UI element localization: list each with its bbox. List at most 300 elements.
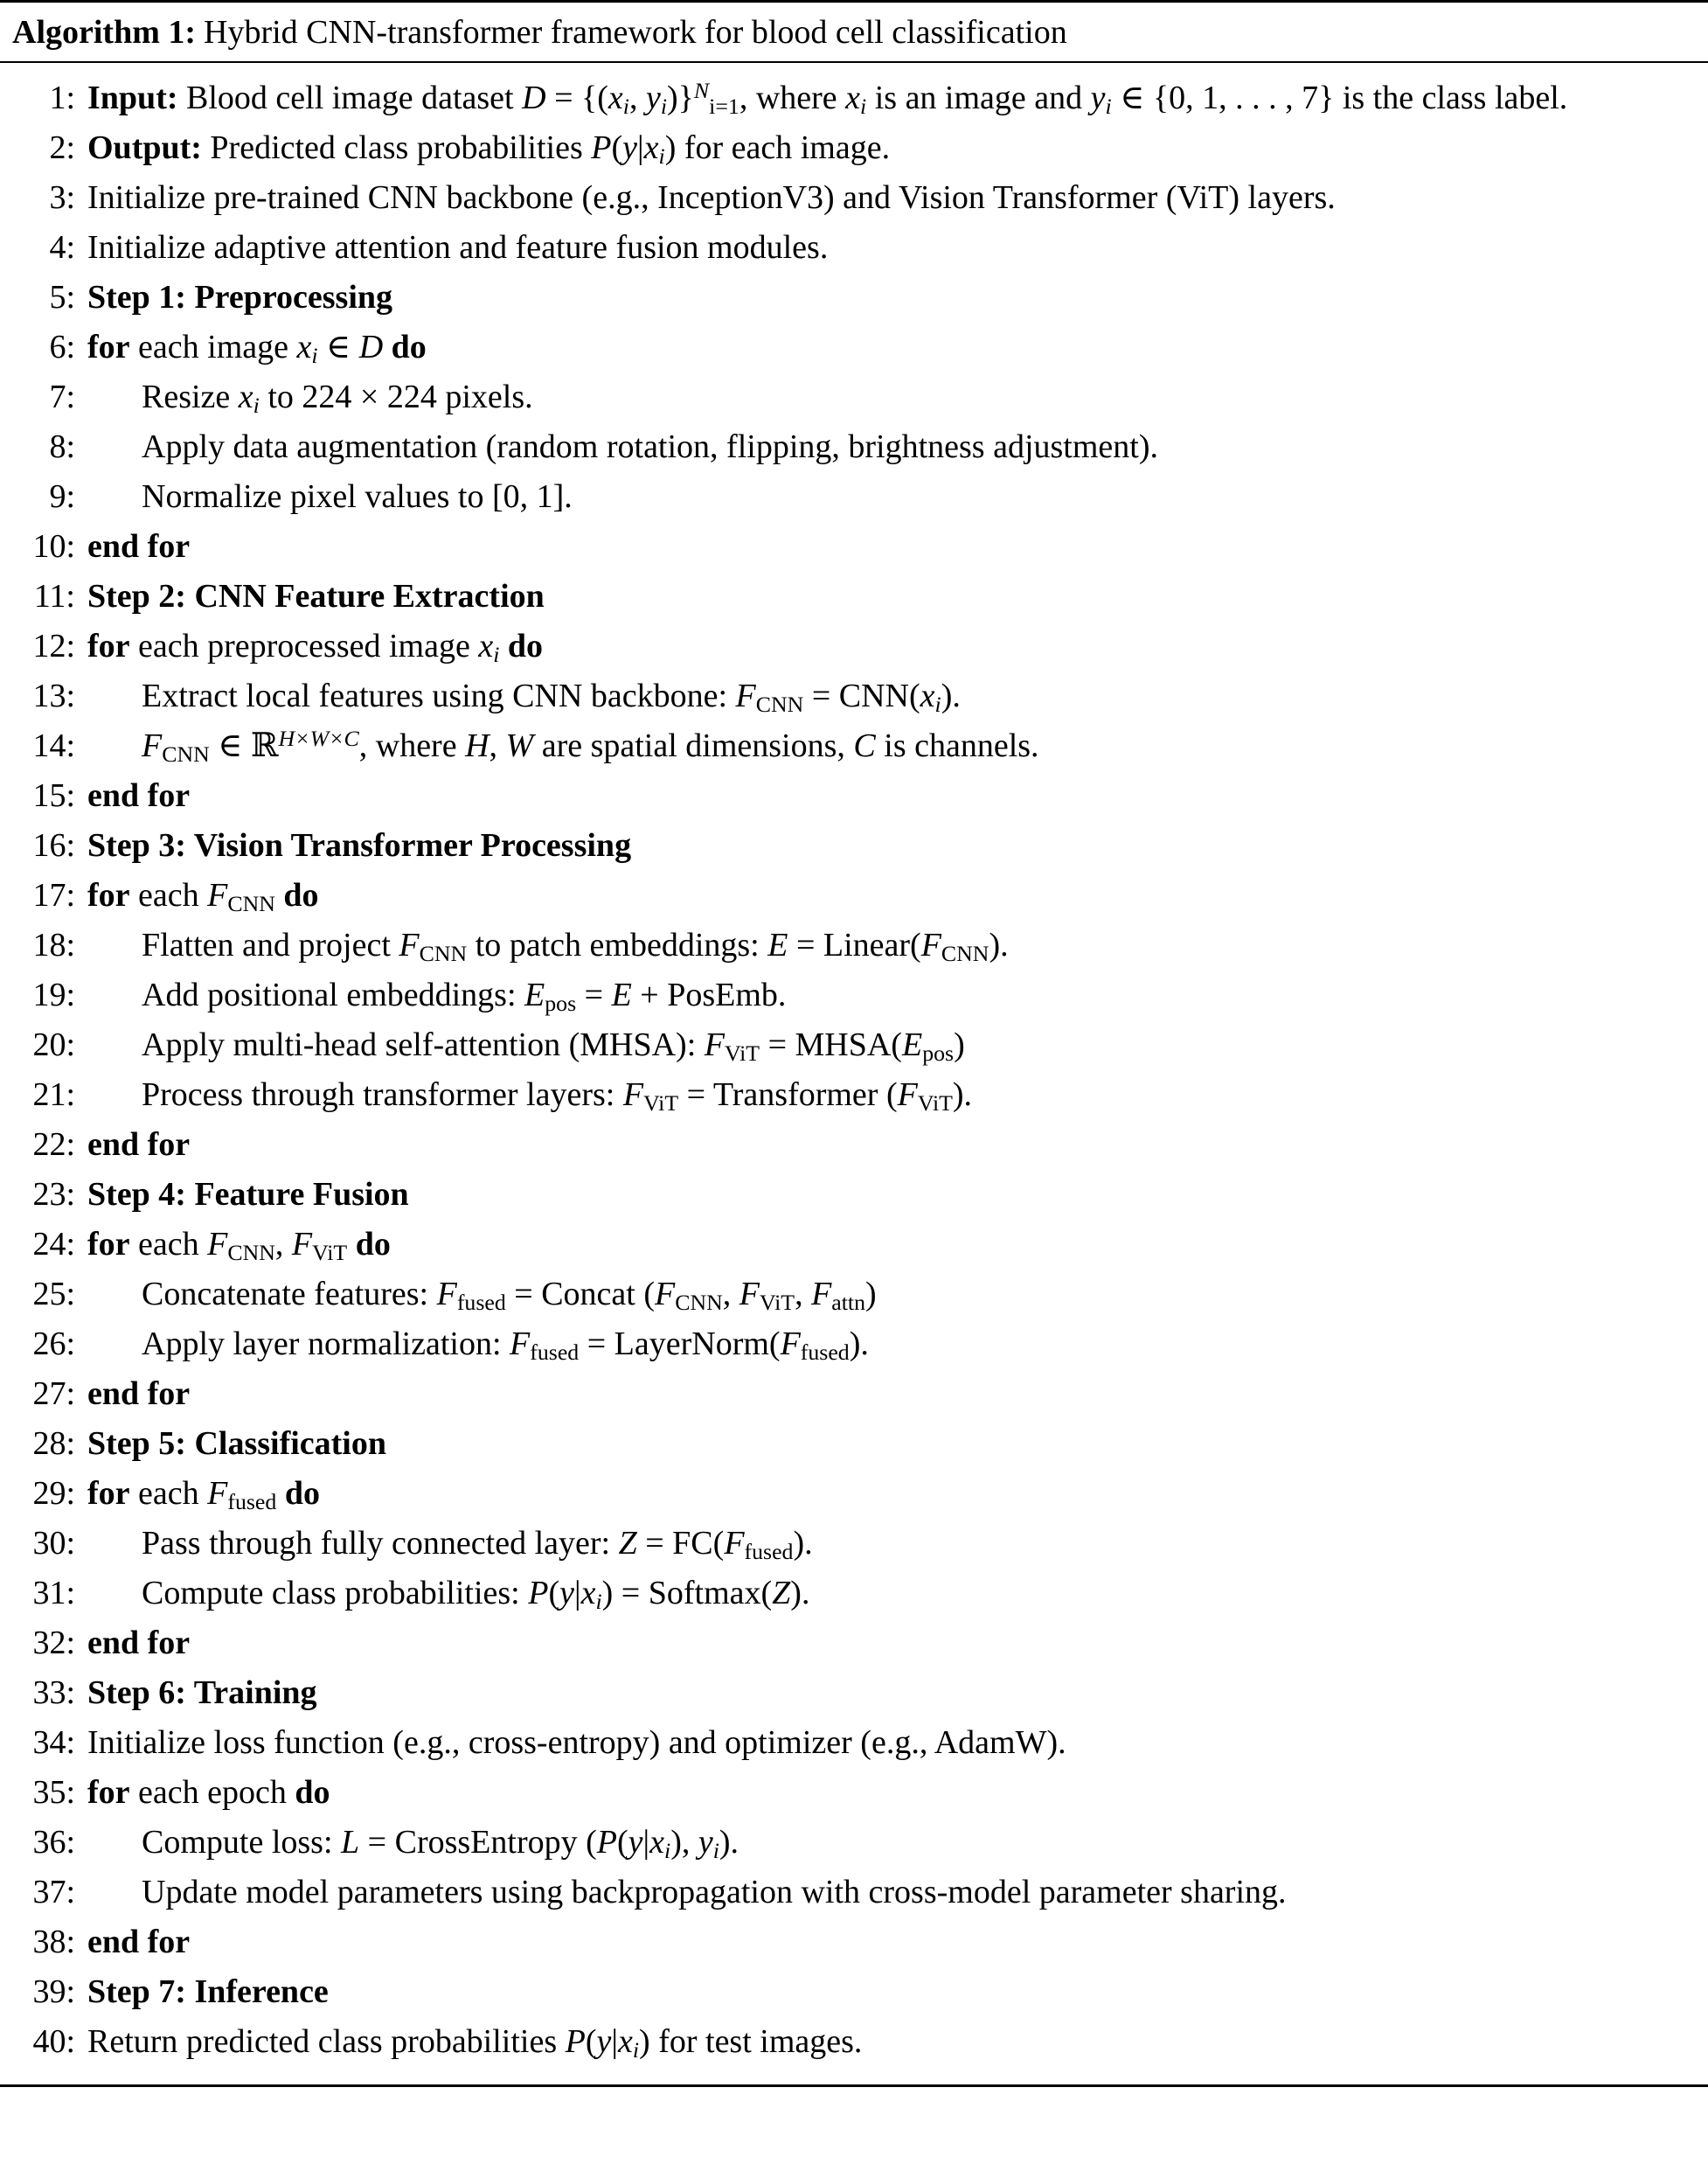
text-segment: ). [952,1076,973,1113]
text-segment: Step 6: Training [87,1674,317,1711]
algorithm-line [17,123,1691,173]
text-segment: ∈ {0, 1, . . . , 7} is the class label. [1111,80,1568,116]
algorithm-line [17,1618,1691,1668]
algorithm-line [17,2017,1691,2067]
line-content [87,771,1691,821]
text-segment: is an image and [866,80,1091,116]
text-segment: F [811,1276,832,1312]
line-number: 5: [49,279,75,316]
algorithm-line [17,372,1691,422]
text-segment: P [528,1575,549,1611]
text-segment: Step 1: Preprocessing [87,279,393,316]
text-segment: each epoch [129,1774,295,1811]
line-content [87,1569,1691,1618]
line-content [87,1618,1691,1668]
text-segment: Concatenate features: [142,1276,437,1312]
text-segment: ) for each image. [664,129,891,166]
text-segment: each [129,877,208,914]
text-segment [275,877,284,914]
text-segment: | [637,129,644,166]
text-segment: for [87,1475,130,1512]
text-segment: P [565,2023,586,2060]
algorithm-line [17,821,1691,871]
line-number: 10: [32,528,75,565]
text-segment: ViT [643,1089,679,1116]
text-segment: = Concat ( [505,1276,656,1312]
text-segment: , where [358,727,466,764]
text-segment: = CNN( [803,678,920,714]
text-segment: = Transformer ( [678,1076,898,1113]
text-segment: Resize [142,379,239,415]
text-segment: ) = Softmax( [601,1575,773,1611]
text-segment: for [87,329,130,365]
line-number: 17: [32,877,75,914]
text-segment: end for [87,1924,191,1960]
text-segment: Output: [87,129,202,166]
text-segment: F [920,927,941,964]
line-content [87,921,1691,971]
text-segment [383,329,392,365]
text-segment: E [767,927,788,964]
line-number: 22: [32,1126,75,1163]
line-content [87,1120,1691,1170]
text-segment: do [355,1226,391,1263]
line-content [87,1419,1691,1469]
algorithm-line [17,323,1691,372]
text-segment: F [704,1026,725,1063]
algorithm-line [17,1270,1691,1319]
line-number: 21: [32,1076,75,1113]
text-segment: do [507,628,544,665]
line-number: 13: [32,678,75,714]
text-segment: P [596,1824,617,1861]
text-segment: = {( [545,80,608,116]
text-segment: F [897,1076,918,1113]
text-segment: = Linear( [788,927,921,964]
text-segment: i [493,641,500,667]
text-segment: end for [87,1625,191,1661]
line-content [87,2017,1691,2067]
text-segment: ) [954,1026,965,1063]
text-segment: , [628,80,646,116]
text-segment: F [207,877,228,914]
line-content [87,1718,1691,1768]
algorithm-line [17,1220,1691,1270]
line-number: 1: [49,80,75,116]
text-segment: Blood cell image dataset [177,80,523,116]
text-segment: i=1 [709,93,739,119]
text-segment: fused [456,1289,506,1315]
text-segment: Predicted class probabilities [201,129,592,166]
text-segment: ( [616,1824,628,1861]
text-segment: pos [545,990,577,1016]
text-segment: is channels. [875,727,1039,764]
line-content [87,522,1691,572]
algorithm-line [17,622,1691,671]
text-segment: y [645,80,661,116]
algorithm-line [17,971,1691,1020]
text-segment: x [296,329,312,365]
algorithm-line [17,1120,1691,1170]
text-segment: x [478,628,494,665]
line-content [87,1170,1691,1220]
text-segment: CNN [675,1289,723,1315]
line-number: 12: [32,628,75,665]
line-number: 24: [32,1226,75,1263]
text-segment: pos [922,1040,955,1066]
text-segment: , [722,1276,739,1312]
text-segment: x [238,379,253,415]
line-content [87,1668,1691,1718]
text-segment: CNN [227,1239,275,1265]
text-segment: N [693,77,710,103]
text-segment: , where [739,80,846,116]
text-segment: E [611,977,632,1013]
text-segment: ). [849,1326,869,1362]
text-segment: Step 5: Classification [87,1425,386,1462]
text-segment: L [341,1824,360,1861]
text-segment: i [658,143,665,169]
line-content [87,1967,1691,2017]
text-segment: W [505,727,534,764]
text-segment: CNN [755,691,804,717]
line-content [87,1369,1691,1419]
text-segment: = [576,977,612,1013]
line-content [87,273,1691,323]
line-number: 27: [32,1375,75,1412]
text-segment: end for [87,777,191,814]
algorithm-line [17,1768,1691,1818]
text-segment [276,1475,285,1512]
text-segment: Input: [87,80,178,116]
text-segment: F [142,727,163,764]
algorithm-title [0,3,1708,63]
algorithm-line [17,1917,1691,1967]
algorithm-line [17,1967,1691,2017]
line-content [87,73,1691,123]
line-content [87,1519,1691,1569]
algorithm-line [17,721,1691,771]
text-segment: Extract local features using CNN backbone: [142,678,736,714]
line-number: 32: [32,1625,75,1661]
algorithm-line [17,273,1691,323]
line-number: 9: [49,478,75,515]
text-segment: each [129,1226,208,1263]
text-segment: Initialize pre-trained CNN backbone (e.g., InceptionV3) and Vision Transformer (ViT) layers. [87,179,1336,216]
line-number: 14: [32,727,75,764]
text-segment: CNN [227,890,275,916]
text-segment: i [622,93,629,119]
line-number: 25: [32,1276,75,1312]
line-number: 16: [32,827,75,864]
text-segment: H [465,727,489,764]
text-segment: ViT [760,1289,795,1315]
line-number: 8: [49,428,75,465]
line-number: 38: [32,1924,75,1960]
line-content [87,1469,1691,1519]
text-segment: E [524,977,545,1013]
text-segment [499,628,508,665]
text-segment: i [632,2036,640,2063]
algorithm-line [17,1818,1691,1868]
text-segment: D [358,329,384,365]
text-segment: Compute class probabilities: [142,1575,529,1611]
algorithm-line [17,1369,1691,1419]
text-segment: fused [530,1339,580,1365]
algorithm-line [17,1419,1691,1469]
text-segment: i [595,1588,602,1614]
text-segment: = MHSA( [760,1026,902,1063]
line-content [87,1768,1691,1818]
text-segment: F [207,1475,228,1512]
text-segment: F [207,1226,228,1263]
text-segment: ). [989,927,1009,964]
line-content [87,671,1691,721]
line-content [87,821,1691,871]
text-segment: Return predicted class probabilities [87,2023,566,2060]
algorithm-line [17,1718,1691,1768]
algorithm-line [17,1668,1691,1718]
text-segment: i [712,1837,719,1863]
text-segment: | [611,2023,618,2060]
line-number: 40: [32,2023,75,2060]
text-segment: C [853,727,876,764]
line-content [87,871,1691,921]
text-segment: ). [719,1824,739,1861]
algorithm-title-text: Hybrid CNN-transformer framework for blood cell classification [204,14,1067,51]
line-content [87,123,1691,173]
line-number: 4: [49,229,75,266]
line-number: 37: [32,1874,75,1910]
text-segment: Flatten and project [142,927,399,964]
text-segment: F [436,1276,457,1312]
text-segment: for [87,877,130,914]
line-content [87,422,1691,472]
text-segment: Step 3: Vision Transformer Processing [87,827,632,864]
text-segment: y [628,1824,643,1861]
text-segment: ) [865,1276,877,1312]
line-number: 18: [32,927,75,964]
text-segment: Apply layer normalization: [142,1326,510,1362]
line-content [87,1868,1691,1917]
text-segment: to 224 × 224 pixels. [259,379,533,415]
text-segment: ) for test images. [639,2023,863,2060]
text-segment: y [698,1824,713,1861]
line-content [87,323,1691,372]
text-segment: F [724,1525,745,1562]
text-segment: x [649,1824,664,1861]
text-segment: CNN [162,741,210,767]
text-segment: ViT [312,1239,348,1265]
text-segment: D [522,80,546,116]
text-segment: attn [831,1289,866,1315]
line-content [87,622,1691,671]
text-segment: CNN [419,940,468,966]
text-segment: x [608,80,623,116]
text-segment: Add positional embeddings: [142,977,525,1013]
line-content [87,721,1691,771]
line-content [87,372,1691,422]
line-content [87,1270,1691,1319]
text-segment: y [559,1575,574,1611]
text-segment: CNN [941,940,989,966]
line-number: 6: [49,329,75,365]
algorithm-line [17,173,1691,223]
text-segment: F [510,1326,531,1362]
text-segment [347,1226,356,1263]
line-number: 3: [49,179,75,216]
algorithm-body [0,63,1708,2084]
text-segment: Apply data augmentation (random rotation, flipping, brightness adjustment). [142,428,1158,465]
line-content [87,971,1691,1020]
text-segment: , [795,1276,812,1312]
line-number: 26: [32,1326,75,1362]
text-segment: | [642,1824,650,1861]
text-segment: = FC( [636,1525,725,1562]
text-segment: F [291,1226,313,1263]
text-segment: , [274,1226,292,1263]
algorithm-title-label: Algorithm 1: [12,14,197,51]
text-segment: i [860,93,867,119]
text-segment: Update model parameters using backpropagation with cross-model parameter sharing. [142,1874,1287,1910]
text-segment: y [596,2023,612,2060]
line-number: 2: [49,129,75,166]
text-segment: fused [744,1538,794,1564]
text-segment: for [87,628,130,665]
algorithm-line [17,1868,1691,1917]
algorithm-line [17,1170,1691,1220]
line-number: 19: [32,977,75,1013]
algorithm-line [17,522,1691,572]
algorithm-line [17,671,1691,721]
algorithm-line [17,871,1691,921]
line-number: 29: [32,1475,75,1512]
text-segment: Step 2: CNN Feature Extraction [87,578,545,615]
text-segment: = CrossEntropy ( [359,1824,597,1861]
text-segment: E [901,1026,923,1063]
text-segment: F [622,1076,644,1113]
text-segment: F [735,678,756,714]
text-segment: i [934,691,941,717]
text-segment: ( [585,2023,597,2060]
line-content [87,1020,1691,1070]
text-segment: x [845,80,861,116]
line-content [87,1917,1691,1967]
algorithm-line [17,1070,1691,1120]
text-segment: x [617,2023,633,2060]
text-segment: end for [87,1126,191,1163]
text-segment: Z [618,1525,637,1562]
line-number: 11: [33,578,75,615]
line-number: 7: [49,379,75,415]
text-segment: each preprocessed image [129,628,479,665]
text-segment: x [643,129,659,166]
text-segment: Z [772,1575,791,1611]
text-segment: are spatial dimensions, [533,727,854,764]
line-content [87,173,1691,223]
line-number: 35: [32,1774,75,1811]
text-segment: i [311,342,318,368]
algorithm-line [17,572,1691,622]
text-segment: Step 4: Feature Fusion [87,1176,409,1213]
text-segment: )} [667,80,694,116]
text-segment: end for [87,528,191,565]
line-number: 23: [32,1176,75,1213]
line-number: 28: [32,1425,75,1462]
text-segment: each [129,1475,208,1512]
algorithm-line [17,771,1691,821]
text-segment: i [664,1837,671,1863]
text-segment: x [580,1575,596,1611]
text-segment: ( [611,129,623,166]
algorithm-line [17,1519,1691,1569]
text-segment: do [283,877,319,914]
line-number: 20: [32,1026,75,1063]
text-segment: ViT [917,1089,953,1116]
text-segment: ), [670,1824,698,1861]
text-segment: ∈ ℝ [209,727,279,764]
text-segment: ). [941,678,961,714]
text-segment: Apply multi-head self-attention (MHSA): [142,1026,705,1063]
text-segment: i [1105,93,1112,119]
text-segment: i [660,93,668,119]
text-segment: F [399,927,420,964]
line-number: 34: [32,1724,75,1761]
algorithm-line [17,1319,1691,1369]
text-segment: do [391,329,427,365]
text-segment: Compute loss: [142,1824,342,1861]
text-segment: Normalize pixel values to [0, 1]. [142,478,573,515]
line-content [87,1818,1691,1868]
algorithm-line [17,1020,1691,1070]
algorithm-line [17,422,1691,472]
algorithm-line [17,1569,1691,1618]
line-content [87,1070,1691,1120]
line-number: 15: [32,777,75,814]
algorithm-line [17,73,1691,123]
text-segment: do [295,1774,330,1811]
text-segment: Pass through fully connected layer: [142,1525,619,1562]
line-number: 39: [32,1973,75,2010]
line-content [87,572,1691,622]
text-segment: ( [548,1575,560,1611]
text-segment: x [920,678,935,714]
text-segment: H×W×C [278,725,359,751]
text-segment: F [655,1276,676,1312]
line-content [87,1220,1691,1270]
line-number: 36: [32,1824,75,1861]
text-segment: do [284,1475,320,1512]
text-segment: , [489,727,506,764]
text-segment: F [780,1326,801,1362]
text-segment: y [1090,80,1106,116]
line-content [87,472,1691,522]
text-segment: = LayerNorm( [579,1326,781,1362]
text-segment: P [591,129,612,166]
text-segment: ). [793,1525,813,1562]
algorithm-line [17,921,1691,971]
algorithm-line [17,1469,1691,1519]
text-segment: Step 7: Inference [87,1973,329,2010]
text-segment: ∈ [317,329,359,365]
text-segment: i [253,392,260,418]
line-number: 33: [32,1674,75,1711]
text-segment: ). [790,1575,810,1611]
algorithm-line [17,472,1691,522]
line-content [87,1319,1691,1369]
text-segment: F [739,1276,760,1312]
line-number: 31: [32,1575,75,1611]
